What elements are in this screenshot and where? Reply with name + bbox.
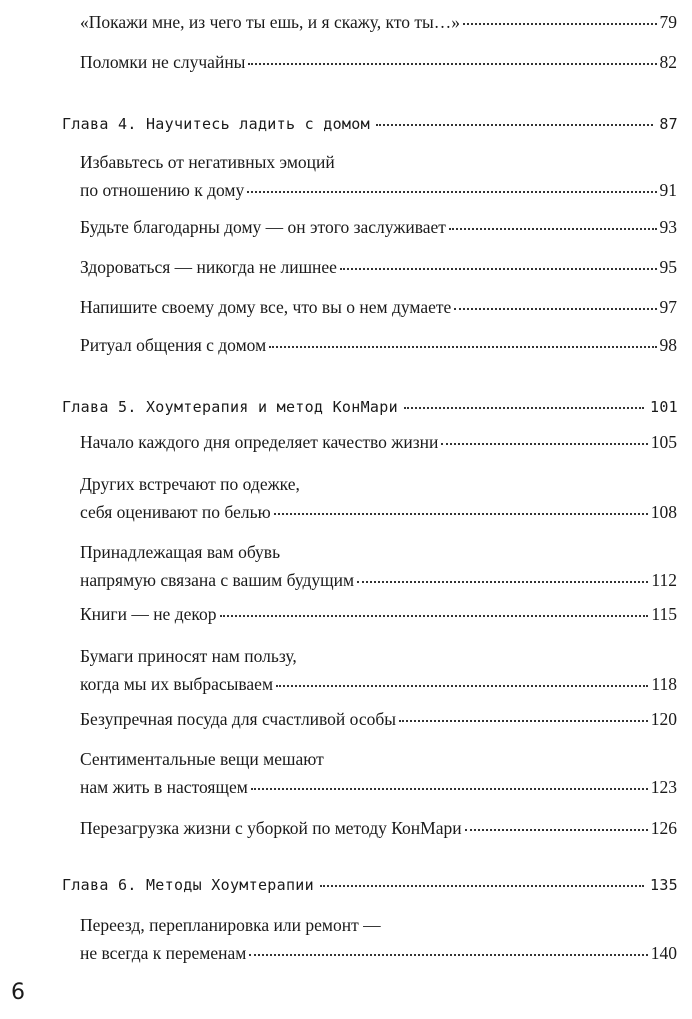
toc-entry-title: Здороваться — никогда не лишнее [80, 257, 337, 277]
toc-entry-title: себя оценивают по белью [80, 502, 271, 522]
toc-entry-line1: Избавьтесь от негативных эмоций [80, 152, 335, 172]
toc-entry-page: 126 [650, 818, 677, 838]
toc-entry-line [80, 670, 677, 698]
chapter-title: Глава 4. Научитесь ладить с домом [62, 115, 370, 133]
toc-entry-title: Начало каждого дня определяет качество жизни [80, 432, 439, 452]
toc-entry-page: 93 [659, 217, 677, 237]
toc-entry-line [80, 814, 677, 842]
toc-entry-line [80, 939, 677, 967]
toc-entry-page: 118 [651, 674, 677, 694]
toc-entry-line1: Бумаги приносят нам пользу, [80, 646, 297, 666]
toc-entry-page: 112 [651, 570, 677, 590]
dot-leader [404, 406, 644, 409]
chapter-title: Глава 6. Методы Хоумтерапии [62, 876, 314, 894]
toc-entry-title: Напишите своему дому все, что вы о нем думаете [80, 297, 452, 317]
toc-entry [80, 814, 677, 842]
dot-leader [249, 953, 647, 956]
toc-entry-line [80, 213, 677, 241]
toc-entry [80, 331, 677, 359]
toc-entry-title: Безупречная посуда для счастливой особы [80, 709, 397, 729]
toc-entry-line1: Других встречают по одежке, [80, 474, 300, 494]
toc-entry-line1: Сентиментальные вещи мешают [80, 749, 324, 769]
toc-entry-line1: Принадлежащая вам обувь [80, 542, 281, 562]
toc-entry [80, 8, 677, 36]
toc-entry-line [80, 8, 677, 36]
toc-entry-line [80, 48, 677, 76]
chapter-heading [62, 112, 678, 136]
chapter-page: 87 [659, 115, 678, 133]
toc-entry-page: 82 [659, 52, 677, 72]
toc-entry [80, 911, 677, 967]
toc-entry [80, 148, 677, 204]
chapter-page: 101 [650, 398, 678, 416]
toc-entry-line1: Переезд, перепланировка или ремонт — [80, 915, 381, 935]
toc-entry-page: 95 [659, 257, 677, 277]
toc-entry-title: когда мы их выбрасываем [80, 674, 274, 694]
toc-entry [80, 538, 677, 594]
chapter-heading [62, 395, 678, 419]
toc-entry-page: 105 [650, 432, 677, 452]
toc-entry [80, 213, 677, 241]
dot-leader [276, 684, 648, 687]
toc-entry-line [80, 428, 677, 456]
chapter-title: Глава 5. Хоумтерапия и метод КонМари [62, 398, 398, 416]
toc-entry-line [80, 773, 677, 801]
dot-leader [320, 884, 644, 887]
dot-leader [399, 719, 648, 722]
toc-entry-title: «Покажи мне, из чего ты ешь, и я скажу, кто ты…» [80, 12, 461, 32]
toc-entry-page: 123 [650, 777, 677, 797]
toc-entry-line [80, 176, 677, 204]
toc-entry-title: напрямую связана с вашим будущим [80, 570, 355, 590]
dot-leader [248, 62, 656, 65]
dot-leader [247, 190, 656, 193]
dot-leader [463, 22, 656, 25]
dot-leader [269, 345, 656, 348]
toc-entry-page: 98 [659, 335, 677, 355]
toc-entry-line [80, 498, 677, 526]
toc-entry-line [80, 566, 677, 594]
toc-entry-page: 91 [659, 180, 677, 200]
toc-entry-title: нам жить в настоящем [80, 777, 248, 797]
dot-leader [465, 828, 648, 831]
dot-leader [449, 227, 657, 230]
toc-entry-title: Будьте благодарны дому — он этого заслуживает [80, 217, 446, 237]
chapter-page: 135 [650, 876, 678, 894]
dot-leader [454, 307, 656, 310]
toc-entry-page: 120 [650, 709, 677, 729]
dot-leader [274, 512, 648, 515]
toc-entry-page: 108 [650, 502, 677, 522]
dot-leader [376, 123, 653, 126]
toc-entry-title: Перезагрузка жизни с уборкой по методу КонМари [80, 818, 462, 838]
toc-entry-line [80, 705, 677, 733]
page-number: 6 [11, 980, 25, 1005]
toc-entry [80, 642, 677, 698]
toc-entry-line [80, 331, 677, 359]
toc-entry [80, 600, 677, 628]
chapter-heading [62, 873, 678, 897]
toc-entry [80, 705, 677, 733]
toc-entry [80, 745, 677, 801]
toc-entry [80, 48, 677, 76]
toc-entry-page: 140 [650, 943, 677, 963]
dot-leader [251, 787, 648, 790]
dot-leader [441, 442, 647, 445]
dot-leader [340, 267, 657, 270]
toc-entry-page: 97 [659, 297, 677, 317]
toc-entry-page: 79 [659, 12, 677, 32]
toc-entry-line [80, 253, 677, 281]
dot-leader [220, 614, 649, 617]
toc-entry [80, 428, 677, 456]
toc-entry-title: не всегда к переменам [80, 943, 247, 963]
toc-entry [80, 293, 677, 321]
toc-entry-title: по отношению к дому [80, 180, 245, 200]
toc-entry-line [80, 600, 677, 628]
toc-entry [80, 253, 677, 281]
toc-entry-title: Книги — не декор [80, 604, 217, 624]
toc-entry-line [80, 293, 677, 321]
toc-entry-page: 115 [651, 604, 677, 624]
toc-entry-title: Поломки не случайны [80, 52, 246, 72]
toc-entry [80, 470, 677, 526]
dot-leader [357, 580, 648, 583]
toc-entry-title: Ритуал общения с домом [80, 335, 267, 355]
